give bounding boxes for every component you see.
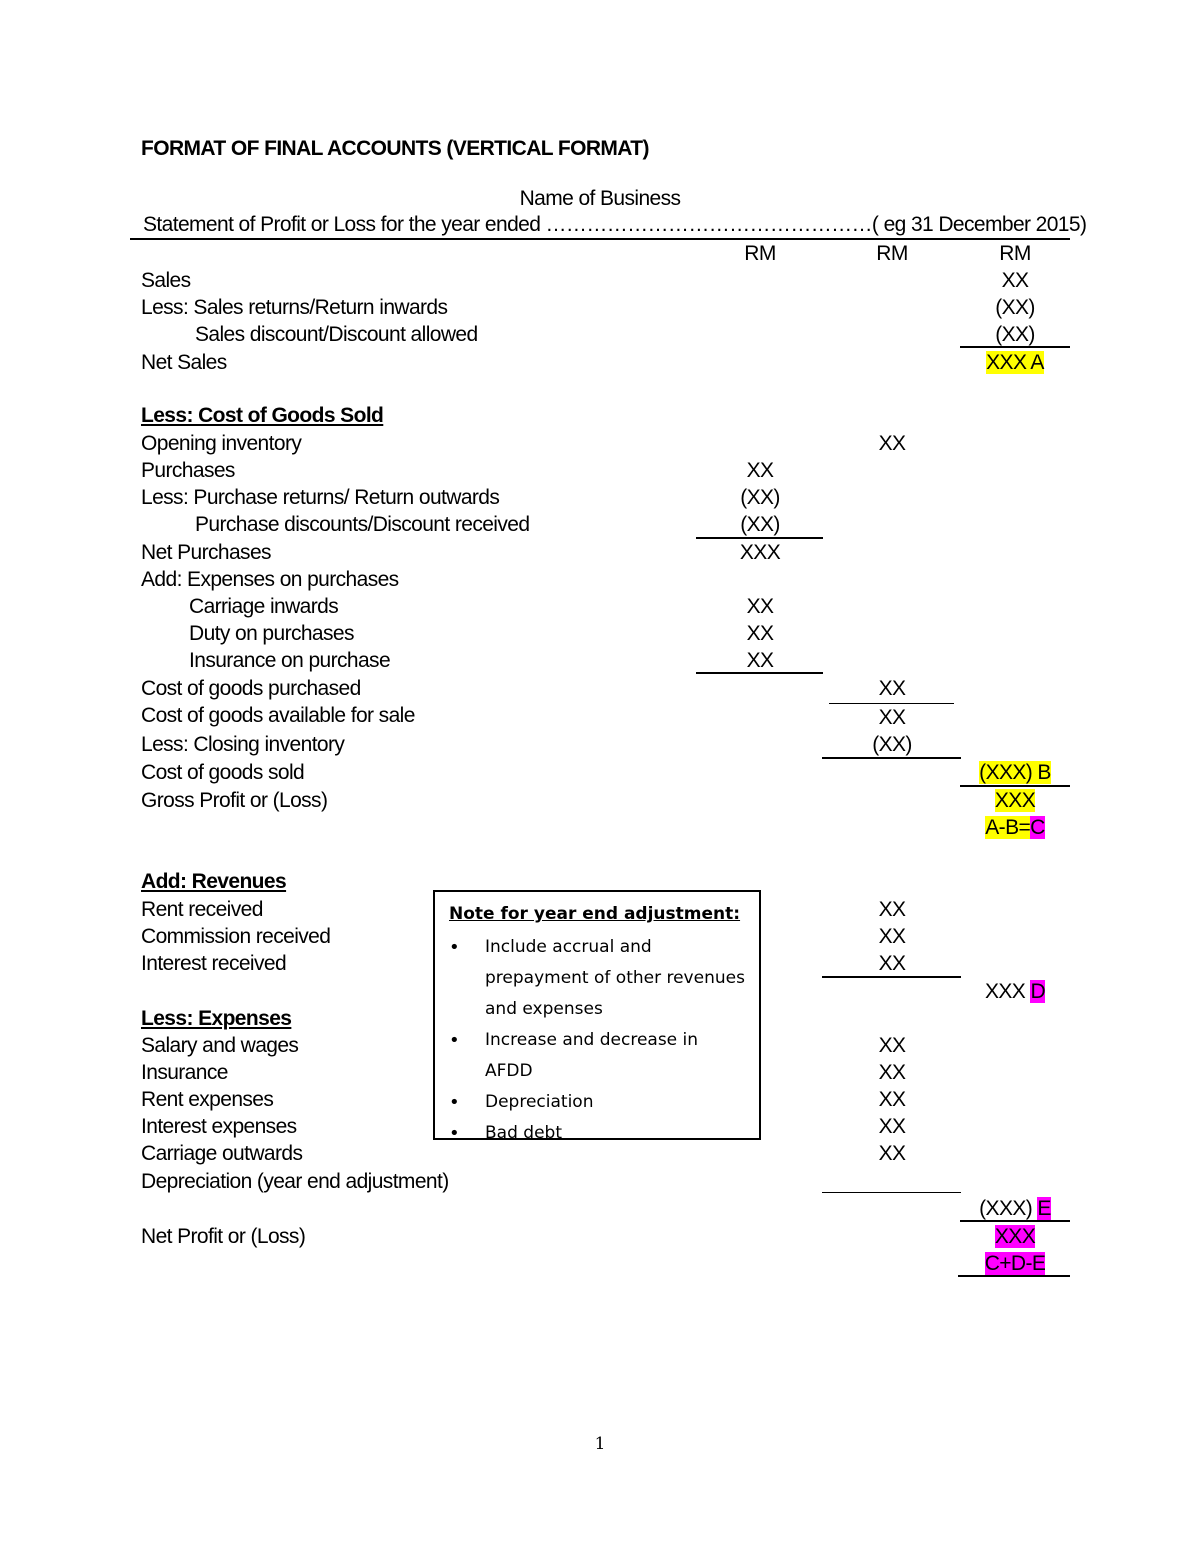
subtotal-rule — [822, 1192, 961, 1193]
row-value: XX — [878, 1115, 906, 1138]
bullet-icon: • — [449, 1092, 460, 1113]
gross-profit-value — [960, 788, 1070, 814]
row-value: XX — [878, 1088, 906, 1111]
highlight-magenta: E — [1037, 1197, 1051, 1220]
row-value: XXX — [739, 541, 781, 564]
row-label: Less: Purchase returns/ Return outwards — [141, 486, 500, 509]
note-title: Note for year end adjustment: — [449, 904, 741, 924]
row-value: XX — [878, 925, 906, 948]
document-title: FORMAT OF FINAL ACCOUNTS (VERTICAL FORMAT) — [141, 137, 649, 160]
row-label: Cost of goods available for sale — [141, 704, 415, 727]
row-label: Cost of goods sold — [141, 761, 305, 784]
highlight-yellow: A-B= — [985, 816, 1031, 839]
highlight-magenta: D — [1030, 980, 1046, 1003]
bullet-icon: • — [449, 1123, 460, 1140]
revenues-total — [960, 979, 1070, 1005]
row-label: Net Sales — [141, 351, 227, 374]
row-label: Opening inventory — [141, 432, 302, 455]
row-value: XX — [1001, 269, 1029, 292]
row-label: Gross Profit or (Loss) — [141, 789, 328, 812]
highlight-magenta: XXX — [994, 1225, 1036, 1248]
row-label: Insurance on purchase — [189, 649, 391, 672]
header-rule — [130, 238, 1070, 240]
note-item — [449, 1118, 749, 1140]
row-label: Purchases — [141, 459, 235, 482]
subtotal-rule — [960, 346, 1070, 348]
net-profit-value — [960, 1224, 1070, 1250]
expenses-total-value: (XXX) — [979, 1197, 1038, 1220]
highlight-yellow: XXX A — [986, 351, 1044, 374]
note-item — [449, 932, 749, 1025]
subtotal-rule — [960, 785, 1070, 787]
subtotal-rule — [960, 1220, 1070, 1222]
net-sales-value — [960, 350, 1070, 376]
highlight-magenta: C+D-E — [984, 1252, 1046, 1275]
subtotal-rule — [696, 537, 823, 539]
section-heading-cogs: Less: Cost of Goods Sold — [141, 404, 384, 427]
row-label: Net Profit or (Loss) — [141, 1225, 306, 1248]
row-label: Less: Closing inventory — [141, 733, 345, 756]
row-value: (XX) — [872, 733, 912, 756]
row-label: Interest expenses — [141, 1115, 297, 1138]
subtotal-rule — [696, 672, 823, 674]
row-label: Add: Expenses on purchases — [141, 568, 399, 591]
year-end-note-box — [433, 890, 761, 1140]
currency-header-3: RM — [999, 242, 1031, 265]
row-value: (XX) — [995, 323, 1035, 346]
row-value: XX — [878, 677, 906, 700]
row-label: Sales — [141, 269, 191, 292]
subtotal-rule — [822, 976, 961, 978]
subtotal-rule — [829, 703, 954, 704]
row-value: XX — [746, 459, 774, 482]
row-label: Net Purchases — [141, 541, 271, 564]
highlight-yellow: (XXX) B — [979, 761, 1051, 784]
row-value: XX — [878, 952, 906, 975]
row-label: Sales discount/Discount allowed — [195, 323, 478, 346]
row-label: Insurance — [141, 1061, 228, 1084]
note-list — [449, 932, 749, 1140]
note-item-text: Include accrual and prepayment of other revenues and expenses — [485, 937, 745, 1019]
row-value: (XX) — [740, 486, 780, 509]
row-value: XX — [878, 1061, 906, 1084]
highlight-magenta: C — [1030, 816, 1045, 839]
row-label: Carriage outwards — [141, 1142, 303, 1165]
row-value: XX — [746, 622, 774, 645]
business-name: Name of Business — [519, 187, 681, 210]
expenses-total — [960, 1196, 1070, 1222]
net-formula — [960, 1251, 1070, 1277]
note-item-text: Increase and decrease in AFDD — [485, 1030, 699, 1081]
row-label: Rent received — [141, 898, 263, 921]
statement-title: Statement of Profit or Loss for the year ended …………………………………………( eg 31 December 2015) — [143, 213, 1087, 236]
row-value: XX — [746, 595, 774, 618]
row-value: XX — [878, 1034, 906, 1057]
row-label: Rent expenses — [141, 1088, 274, 1111]
section-heading-expenses: Less: Expenses — [141, 1007, 292, 1030]
row-label: Less: Sales returns/Return inwards — [141, 296, 448, 319]
currency-header-1: RM — [744, 242, 776, 265]
gross-formula — [960, 815, 1070, 841]
note-item-text: Depreciation — [485, 1092, 594, 1112]
row-value: XX — [878, 898, 906, 921]
bullet-icon: • — [449, 1030, 460, 1051]
final-rule — [958, 1275, 1070, 1277]
row-value: (XX) — [740, 513, 780, 536]
row-value: (XX) — [995, 296, 1035, 319]
page-number: 1 — [594, 1434, 606, 1454]
row-value: XX — [746, 649, 774, 672]
row-label: Depreciation (year end adjustment) — [141, 1170, 449, 1193]
row-value: XX — [878, 1142, 906, 1165]
section-heading-revenues: Add: Revenues — [141, 870, 287, 893]
note-item — [449, 1025, 749, 1087]
currency-header-2: RM — [876, 242, 908, 265]
row-label: Interest received — [141, 952, 287, 975]
row-value: XX — [878, 432, 906, 455]
cogs-value — [960, 760, 1070, 786]
subtotal-rule — [822, 757, 961, 759]
note-item — [449, 1087, 749, 1118]
row-label: Salary and wages — [141, 1034, 299, 1057]
row-value: XX — [878, 706, 906, 729]
bullet-icon: • — [449, 937, 460, 958]
row-label: Cost of goods purchased — [141, 677, 361, 700]
highlight-yellow: XXX — [994, 789, 1036, 812]
revenues-total-value: XXX — [984, 980, 1031, 1003]
row-label: Carriage inwards — [189, 595, 339, 618]
row-label: Purchase discounts/Discount received — [195, 513, 530, 536]
row-label: Duty on purchases — [189, 622, 354, 645]
row-label: Commission received — [141, 925, 331, 948]
note-item-text: Bad debt — [485, 1123, 562, 1140]
